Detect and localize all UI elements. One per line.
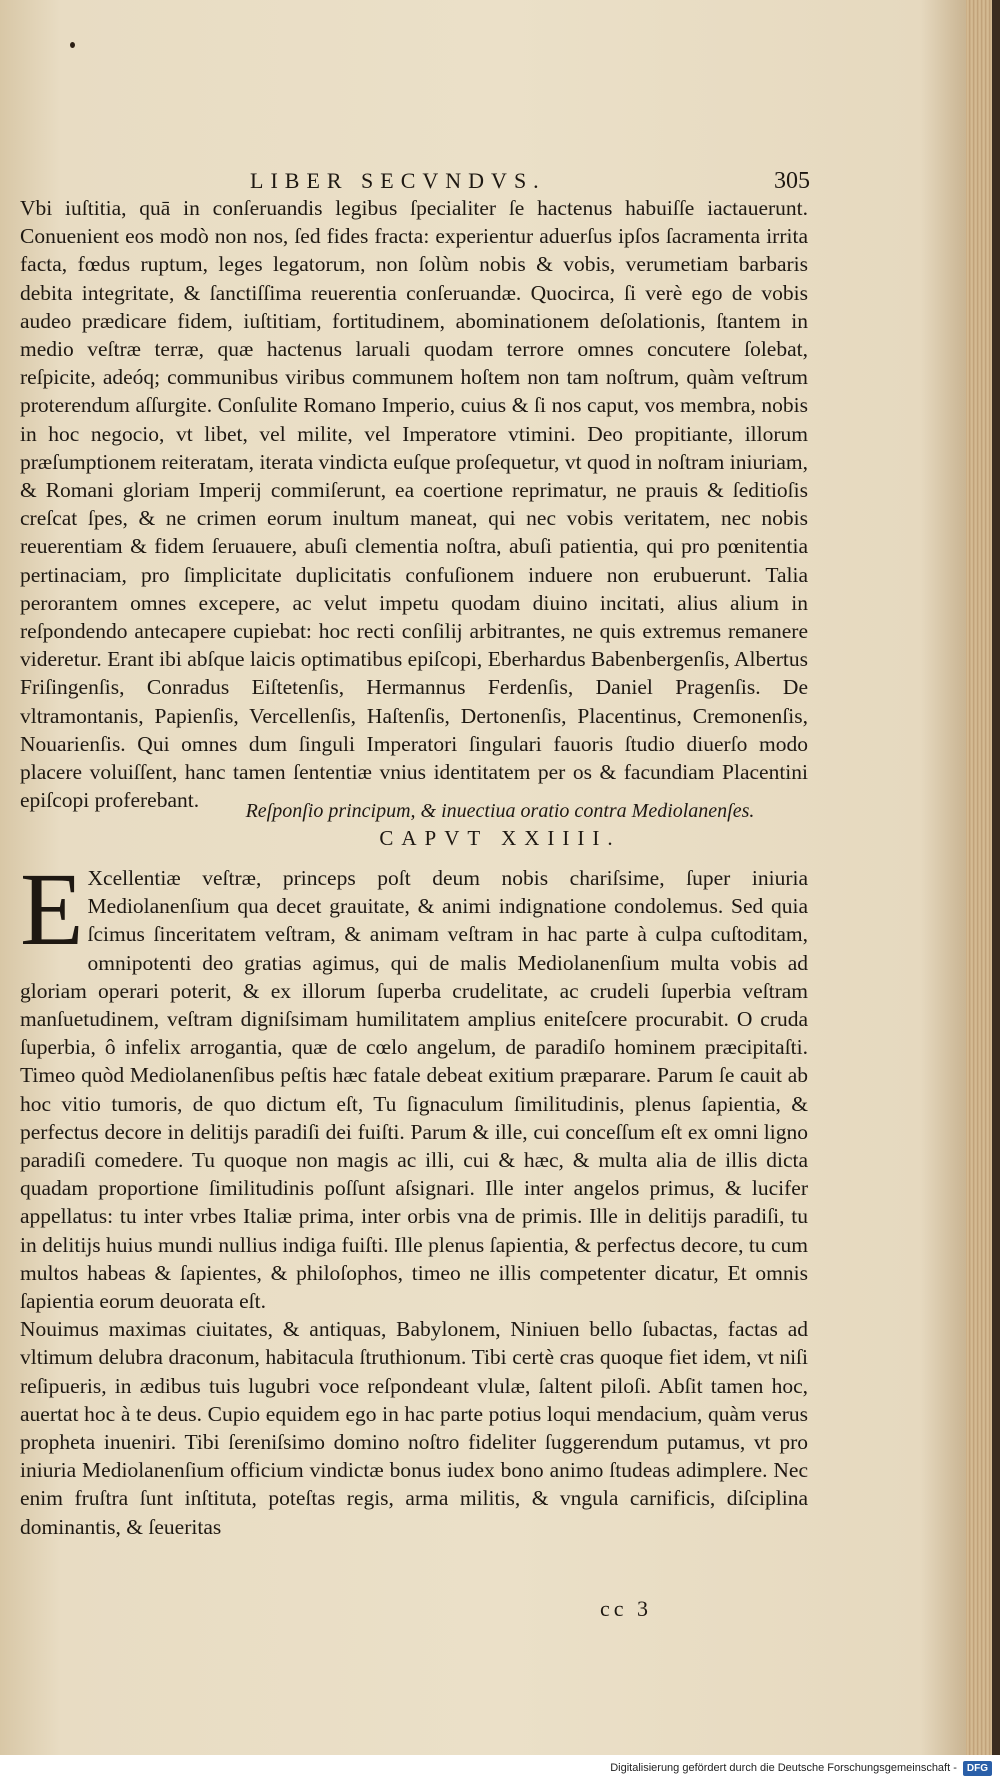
paragraph-1: Vbi iuſtitia, quā in conſeruandis legibus ſpecialiter ſe hactenus habuiſſe iactauerunt. Conuenient eos modò non nos, ſed fides fracta: experientur aduerſus ipſos ſacramenta irrita facta, fœdus ruptum, leges legatorum, non ſolùm nobis & vobis, verumetiam barbaris debita integritate, & ſanctiſſima reuerentia conſeruandæ. Quocirca, ſi verè ego de vobis audeo prædicare fidem, iuſtitiam, fortitudinem, abominationem deſolationis, ſtantem in medio veſtræ terræ, quæ hactenus laruali quodam terrore omnes concutere ſolebat, reſpicite, adeóq; communibus viribus communem hoſtem non tam noſtrum, quàm veſtrum proterendum aſſurgite. Conſulite Romano Imperio, cuius & ſi nos caput, vos membra, nobis in hoc negocio, vt libet, vel milite, vel Imperatore vtimini. Deo propitiante, illorum præſumptionem reiteratam, iterata vindicta euſque proſequetur, vt quod in noſtram iniuriam, & Romani gloriam Imperij commiſerunt, ea coertione reprimatur, ne prauis & ſeditioſis creſcat ſpes, & ne crimen eorum inultum maneat, qui nec vobis veritatem, nec nobis reuerentiam & fidem ſeruauere, abuſi clementia noſtra, abuſi patientia, qui pro pœnitentia pertinaciam, pro ſimplicitate duplicitatis confuſionem induere non erubuerunt. Talia perorantem omnes excepere, ac velut impetu quodam diuino incitati, alius alium in reſpondendo antecapere cupiebat: hoc recti conſilij arbitrantes, ne quis extremus remanere videretur. Erant ibi abſque laicis optimatibus epiſcopi, Eberhardus Babenbergenſis, Albertus Friſingenſis, Conradus Eiſtetenſis, Hermannus Ferdenſis, Daniel Pragenſis. De vltramontanis, Papienſis, Vercellenſis, Haſtenſis, Dertonenſis, Placentinus, Cremonenſis, Nouarienſis. Qui omnes dum ſinguli Imperatori ſingulari fauoris ſtudio diuerſo modo placere voluiſſent, hanc tamen ſententiæ vnius identitatem per os & facundiam Placentini epiſcopi proferebant. bbox=[20, 196, 808, 813]
binding-edge bbox=[992, 0, 1000, 1781]
page-number: 305 bbox=[774, 168, 810, 194]
running-head: LIBER SECVNDVS. bbox=[250, 168, 546, 193]
chapter-subtitle: Reſponſio principum, & inuectiua oratio contra Mediolanenſes. bbox=[245, 800, 755, 822]
drop-capital: E bbox=[20, 852, 84, 967]
paragraph-2: Xcellentiæ veſtræ, princeps poſt deum nobis chariſsime, ſuper iniuria Mediolanenſium qua decet grauitate, & animi indignatione condolemus. Sed quia ſcimus ſinceritatem veſtram, & animam veſtram in hac parte à culpa cuſtoditam, omnipotenti deo gratias agimus, qui de malis Mediolanenſium multa vobis ad gloriam operari poterit, & ex illorum ſuperba crudelitate, ac crudeli ſuperbia veſtram manſuetudinem, veſtram digniſsimam humilitatem amplius eniteſcere procurabit. O cruda ſuperbia, ô infelix arrogantia, quæ de cœlo angelum, de paradiſo hominem præcipitaſti. Timeo quòd Mediolanenſibus peſtis hæc fatale debeat exitium præparare. Parum ſe cauit ab hoc vitio tumoris, de quo dictum eſt, Tu ſignaculum ſimilitudinis, plenus ſapientia, & perfectus decore in delitijs paradiſi dei fuiſti. Parum & ille, cui conceſſum eſt ex omni ligno paradiſi comedere. Tu quoque non magis ac illi, cui & hæc, & multa alia de illis dicta quadam proportione ſimilitudinis poſſunt aſsignari. Ille inter angelos primus, & lucifer appellatus: tu inter vrbes Italiæ prima, inter orbis vna de primis. Ille in delitijs paradiſi, tu in delitijs huius mundi nullius indiga fuiſti. Ille plenus ſapientia, & perfectus decore, tu cum multos habeas & ſapientes, & philoſophos, timeo ne illis competenter dicatur, Et omnis ſapientia eorum deuorata eſt. bbox=[20, 866, 808, 1314]
text-block-top bbox=[20, 194, 808, 814]
footer-bar bbox=[0, 1755, 1000, 1781]
paragraph-3: Nouimus maximas ciuitates, & antiquas, Babylonem, Niniuen bello ſubactas, factas ad vltimum delubra draconum, habitacula ſtruthionum. Tibi certè cras quoque fiet idem, vt niſi reſipueris, in ædibus tuis lugubri voce reſpondeant vlulæ, ſaltent piloſi. Abſit tamen hoc, auertat hoc à te deus. Cupio equidem ego in hac parte potius loqui mendacium, quàm verus propheta inueniri. Tibi ſereniſsimo domino noſtro fideliter ſuggerendum putamus, vt pro iniuria Mediolanenſium officium vindictæ bonus iudex bono animo ſtudeas adimplere. Nec enim fruſtra ſunt inſtituta, poteſtas regis, arma militis, & vngula carnificis, diſciplina dominantis, & ſeueritas bbox=[20, 1317, 808, 1539]
text-block-bottom bbox=[20, 852, 808, 1541]
chapter-heading: CAPVT XXIIII. bbox=[379, 826, 621, 850]
page-header bbox=[250, 168, 810, 196]
ink-spot bbox=[70, 42, 75, 48]
footer-credit: Digitalisierung gefördert durch die Deutsche Forschungsgemeinschaft - bbox=[610, 1762, 957, 1774]
dfg-logo[interactable]: DFG bbox=[963, 1761, 992, 1776]
signature-mark: cc 3 bbox=[600, 1596, 653, 1621]
